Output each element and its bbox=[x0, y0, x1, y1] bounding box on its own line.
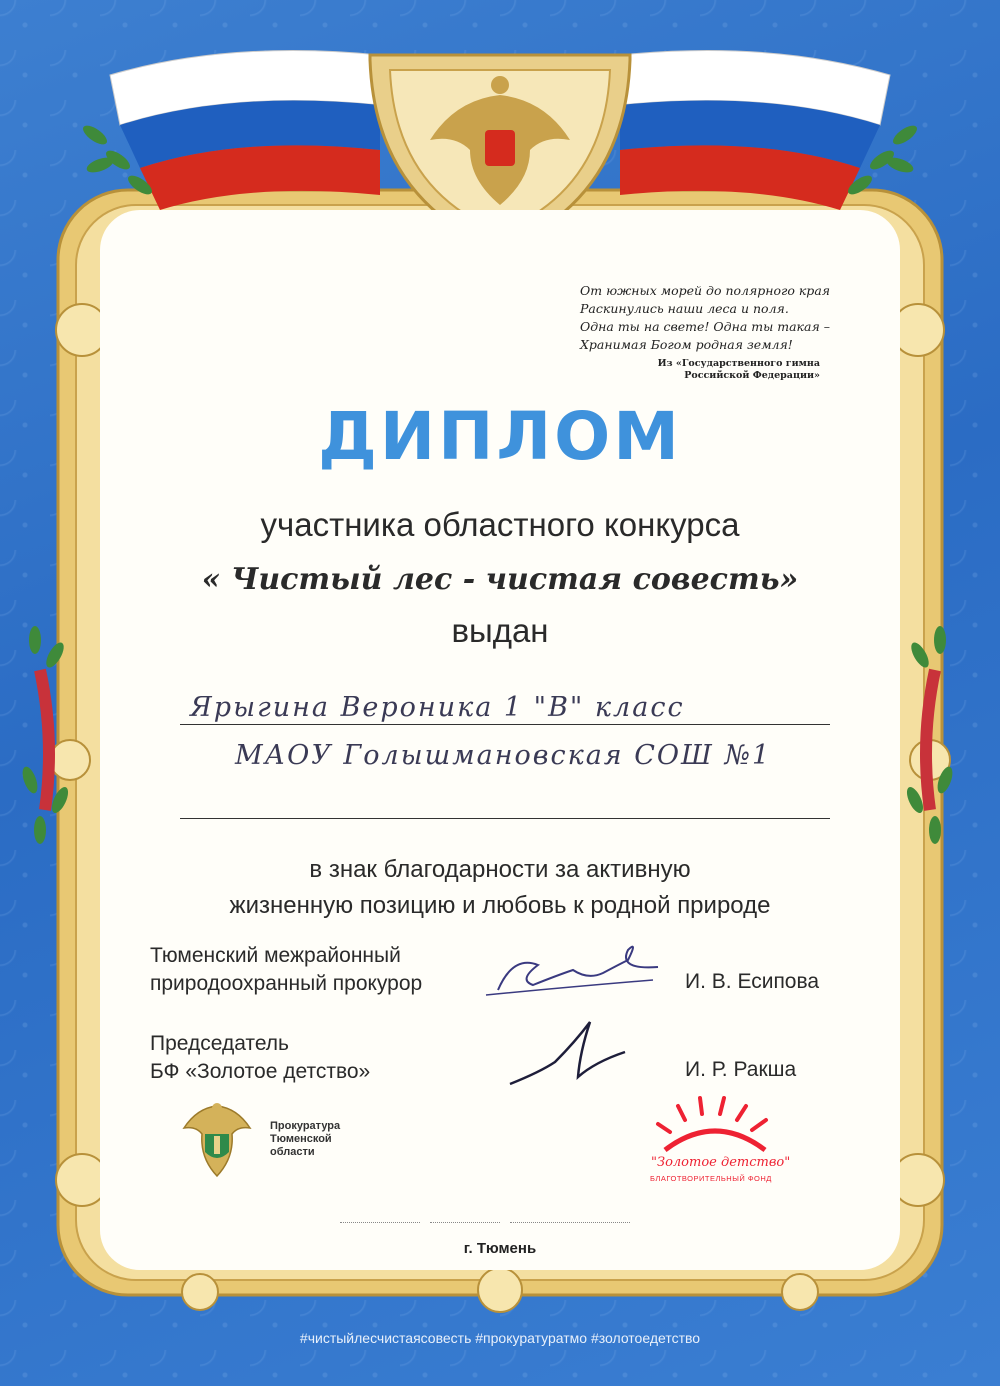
epigraph-source-line: Из «Государственного гимна bbox=[657, 358, 820, 369]
dotted-line bbox=[430, 1222, 500, 1223]
signatory-1-title bbox=[150, 942, 422, 998]
diploma-title: ДИПЛОМ bbox=[318, 398, 682, 475]
reason-line: в знак благодарности за активную bbox=[309, 856, 691, 883]
signatory-title-line: природоохранный прокурор bbox=[150, 972, 423, 995]
fund-name: "Золотое детство" bbox=[651, 1155, 791, 1170]
signatory-2-title bbox=[150, 1030, 370, 1086]
prosecutor-emblem-icon bbox=[172, 1098, 262, 1188]
flag-right bbox=[620, 51, 890, 211]
city-label: г. Тюмень bbox=[463, 1240, 537, 1257]
prosecutor-logo-line: области bbox=[270, 1146, 315, 1158]
reason-text bbox=[0, 852, 1000, 924]
signature-2 bbox=[500, 1012, 630, 1092]
anthem-epigraph bbox=[580, 282, 850, 382]
epigraph-line: От южных морей до полярного края bbox=[580, 283, 831, 298]
reason-line: жизненную позицию и любовь к родной природе bbox=[229, 892, 771, 919]
signatory-title-line: Председатель bbox=[150, 1032, 289, 1055]
issued-label: выдан bbox=[451, 612, 549, 649]
recipient-name: Ярыгина Вероника 1 "В" класс bbox=[190, 692, 685, 723]
epigraph-line: Одна ты на свете! Одна ты такая – bbox=[580, 319, 830, 334]
dotted-line bbox=[340, 1222, 420, 1223]
fund-sun-logo-icon bbox=[640, 1092, 790, 1162]
signatory-2-name: И. Р. Ракша bbox=[685, 1058, 797, 1081]
recipient-line-1 bbox=[180, 724, 830, 725]
prosecutor-logo-line: Тюменской bbox=[270, 1133, 332, 1145]
signatory-title-line: БФ «Золотое детство» bbox=[150, 1060, 371, 1083]
fund-subtitle: БЛАГОТВОРИТЕЛЬНЫЙ ФОНД bbox=[650, 1174, 772, 1183]
dotted-line bbox=[510, 1222, 630, 1223]
prosecutor-logo-line: Прокуратура bbox=[270, 1120, 341, 1132]
contest-name: « Чистый лес - чистая совесть» bbox=[201, 562, 799, 597]
prosecutor-logo-text bbox=[270, 1120, 340, 1159]
signatory-1-name: И. В. Есипова bbox=[685, 970, 820, 993]
epigraph-line: Хранимая Богом родная земля! bbox=[580, 337, 793, 352]
epigraph-line: Раскинулись наши леса и поля. bbox=[580, 301, 789, 316]
signature-1 bbox=[478, 935, 668, 1005]
hashtags: #чистыйлесчистаясовесть #прокуратуратмо #золотоедетство bbox=[299, 1330, 701, 1346]
epigraph-source bbox=[580, 358, 850, 382]
epigraph-source-line: Российской Федерации» bbox=[684, 370, 820, 381]
recipient-school: МАОУ Голышмановская СОШ №1 bbox=[235, 740, 772, 771]
diploma-subtitle: участника областного конкурса bbox=[260, 506, 740, 543]
recipient-line-2 bbox=[180, 818, 830, 819]
signatory-title-line: Тюменский межрайонный bbox=[150, 944, 401, 967]
flag-left bbox=[110, 51, 380, 211]
